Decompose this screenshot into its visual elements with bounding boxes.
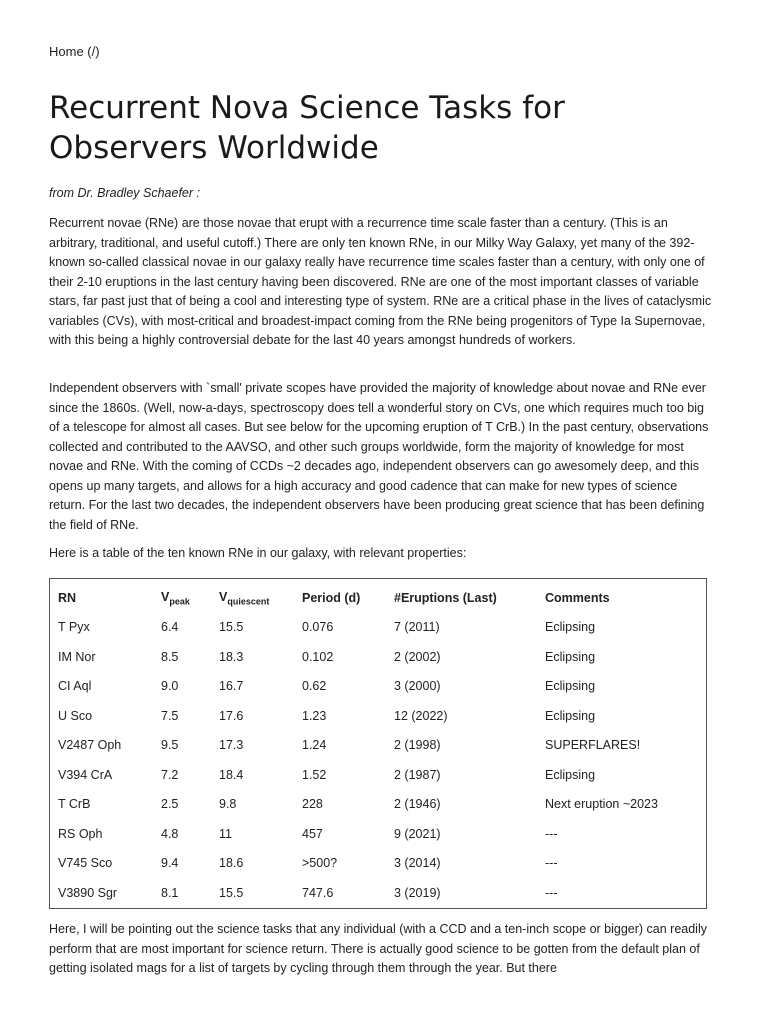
col-vpeak-sub: peak	[169, 596, 190, 606]
cell-period: 0.102	[302, 649, 334, 664]
cell-eruptions: 2 (1998)	[394, 738, 441, 753]
cell-rn: RS Oph	[58, 826, 103, 841]
cell-eruptions: 2 (2002)	[394, 649, 441, 664]
recurrent-novae-table	[49, 578, 707, 909]
table-row	[50, 672, 707, 702]
cell-vquiescent: 18.4	[219, 767, 244, 782]
cell-comments: Eclipsing	[545, 649, 596, 664]
cell-rn: V2487 Oph	[58, 738, 122, 753]
cell-rn: U Sco	[58, 708, 93, 723]
cell-period: 0.62	[302, 679, 327, 694]
cell-vpeak: 9.5	[161, 738, 179, 753]
cell-vquiescent: 11	[219, 826, 232, 841]
table-row	[50, 819, 707, 849]
cell-eruptions: 12 (2022)	[394, 708, 448, 723]
cell-vquiescent: 9.8	[219, 797, 237, 812]
cell-vpeak: 7.5	[161, 708, 179, 723]
observers-paragraph: Independent observers with `small' private scopes have provided the majority of knowledge about novae and RNe ever since the 1860s. (Well, now-a-days, spectroscopy does tell a wonderful story on CVs, one which requires much too big of a telescope for almost all cases. But see below for the upcoming eruption of T CrB.) In the past century, observations collected and contributed to the AAVSO, and other such groups worldwide, form the majority of knowledge for most novae and RNe. With the coming of CCDs ~2 decades ago, independent observers can go awesomely deep, and this opens up many targets, and allows for a high accuracy and good cadence that can make for new types of science return. For the last two decades, the independent observers have been producing great science that has been defining the field of RNe.	[49, 381, 709, 532]
col-vquiescent	[211, 579, 294, 613]
cell-vquiescent: 16.7	[219, 679, 244, 694]
cell-vquiescent: 17.3	[219, 738, 244, 753]
cell-rn: T CrB	[58, 797, 91, 812]
table-row	[50, 731, 707, 761]
cell-comments: ---	[545, 856, 558, 871]
cell-comments: Next eruption ~2023	[545, 797, 658, 812]
cell-vpeak: 9.0	[161, 679, 179, 694]
cell-period: 457	[302, 826, 323, 841]
cell-rn: V745 Sco	[58, 856, 113, 871]
col-period: Period (d)	[302, 590, 361, 605]
cell-vpeak: 8.5	[161, 649, 179, 664]
col-comments: Comments	[545, 590, 610, 605]
col-eruptions: #Eruptions (Last)	[394, 590, 497, 605]
col-vq-main: V	[219, 589, 228, 604]
cell-vpeak: 2.5	[161, 797, 179, 812]
table-intro-paragraph: Here is a table of the ten known RNe in our galaxy, with relevant properties:	[49, 546, 467, 560]
col-vpeak-main: V	[161, 589, 170, 604]
cell-vpeak: 4.8	[161, 826, 179, 841]
cell-comments: Eclipsing	[545, 708, 596, 723]
cell-comments: ---	[545, 826, 558, 841]
table-header	[50, 579, 707, 613]
cell-vpeak: 7.2	[161, 767, 179, 782]
table-row	[50, 790, 707, 820]
cell-period: 747.6	[302, 885, 334, 900]
table-row	[50, 642, 707, 672]
cell-rn: IM Nor	[58, 649, 96, 664]
cell-vquiescent: 17.6	[219, 708, 244, 723]
cell-eruptions: 7 (2011)	[394, 620, 440, 635]
cell-period: 0.076	[302, 620, 334, 635]
cell-vquiescent: 15.5	[219, 885, 244, 900]
cell-eruptions: 9 (2021)	[394, 826, 441, 841]
cell-vquiescent: 18.3	[219, 649, 244, 664]
col-vq-sub: quiescent	[227, 596, 270, 606]
cell-comments: ---	[545, 885, 558, 900]
cell-vquiescent: 18.6	[219, 856, 244, 871]
cell-comments: Eclipsing	[545, 679, 596, 694]
table-header-row	[50, 579, 707, 613]
page-title: Recurrent Nova Science Tasks for Observers Worldwide	[49, 90, 565, 166]
cell-rn: T Pyx	[58, 620, 90, 635]
table-row	[50, 613, 707, 643]
table-row	[50, 878, 707, 908]
cell-period: 1.52	[302, 767, 327, 782]
cell-period: 1.23	[302, 708, 327, 723]
table-row	[50, 701, 707, 731]
cell-rn: CI Aql	[58, 679, 92, 694]
table-row	[50, 760, 707, 790]
cell-eruptions: 3 (2019)	[394, 885, 441, 900]
cell-vpeak: 9.4	[161, 856, 179, 871]
cell-rn: V3890 Sgr	[58, 885, 118, 900]
cell-eruptions: 2 (1987)	[394, 767, 441, 782]
intro-paragraph: Recurrent novae (RNe) are those novae that erupt with a recurrence time scale faster than a century. (This is an arbitrary, traditional, and useful cutoff.) There are only ten known RNe, in our Milky Way Galaxy, yet many of the 392-known so-called classical novae in our galaxy really have recurrence time scales faster than a century, with only one of their 2-10 eruptions in the last century having been discovered. RNe are one of the most important classes of variable stars, far past just that of being a cool and interesting type of system. RNe are a critical phase in the lives of cataclysmic variables (CVs), with most-critical and broadest-impact coming from the RNe being progenitors of Type Ia Supernovae, with this being a highly controversial debate for the last 40 years amongst hundreds of workers.	[49, 216, 712, 347]
home-link[interactable]: Home (/)	[49, 44, 100, 59]
col-rn: RN	[58, 590, 77, 605]
table-row	[50, 849, 707, 879]
cell-vpeak: 8.1	[161, 885, 179, 900]
cell-comments: Eclipsing	[545, 620, 596, 635]
cell-period: 1.24	[302, 738, 327, 753]
byline: from Dr. Bradley Schaefer :	[49, 186, 200, 200]
cell-period: >500?	[302, 856, 338, 871]
cell-vquiescent: 15.5	[219, 620, 244, 635]
cell-eruptions: 3 (2014)	[394, 856, 441, 871]
cell-vpeak: 6.4	[161, 620, 179, 635]
col-vpeak	[153, 579, 211, 613]
science-tasks-paragraph: Here, I will be pointing out the science tasks that any individual (with a CCD and a ten-inch scope or bigger) can readily perform that are most important for science return. There is actually good science to be gotten from the default plan of getting isolated mags for a list of targets by cycling through them through the year. But there	[49, 922, 707, 975]
cell-eruptions: 2 (1946)	[394, 797, 441, 812]
breadcrumb	[49, 44, 100, 59]
table-body	[50, 613, 707, 909]
cell-rn: V394 CrA	[58, 767, 113, 782]
cell-eruptions: 3 (2000)	[394, 679, 441, 694]
cell-period: 228	[302, 797, 323, 812]
cell-comments: Eclipsing	[545, 767, 596, 782]
cell-comments: SUPERFLARES!	[545, 738, 641, 753]
